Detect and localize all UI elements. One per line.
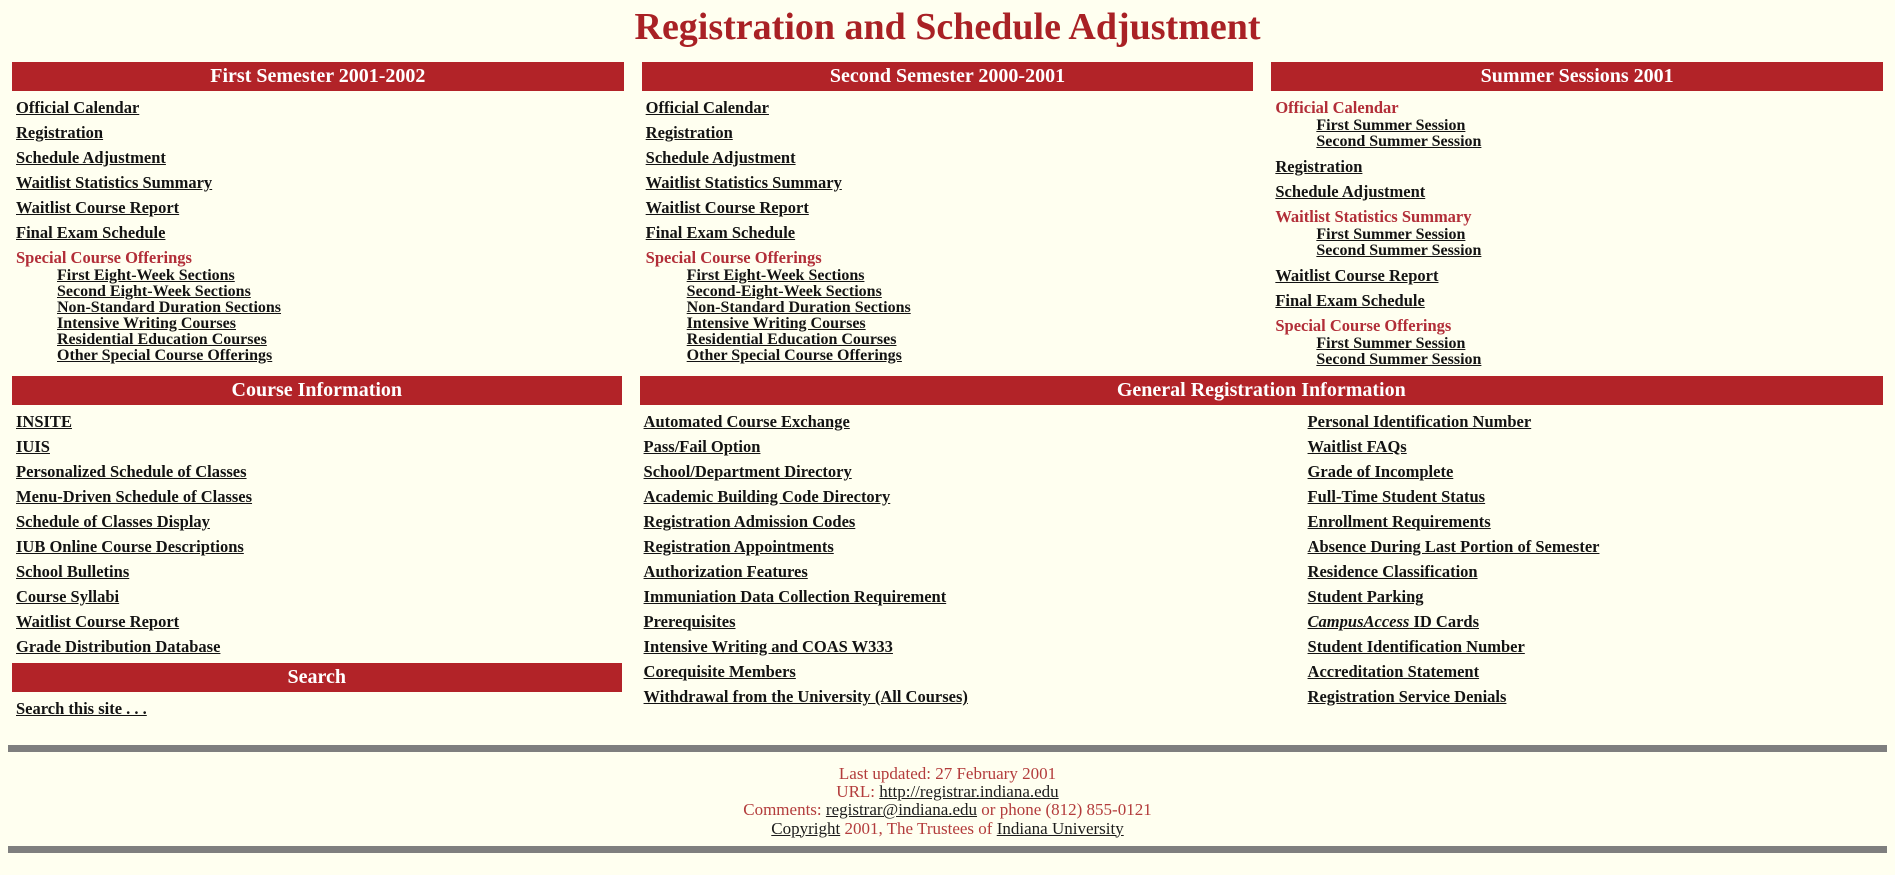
s2-first-eight-week-link[interactable]: First Eight-Week Sections [686,267,865,284]
s2-waitlist-statistics-link[interactable]: Waitlist Statistics Summary [645,173,842,192]
gr-prerequisites-link[interactable]: Prerequisites [643,612,736,631]
su-waitlist-course-report-link[interactable]: Waitlist Course Report [1275,266,1439,285]
s1-other-special-link[interactable]: Other Special Course Offerings [57,347,273,364]
ci-course-syllabi-link[interactable]: Course Syllabi [16,587,120,606]
comments-line [0,801,1895,819]
ci-insite-link[interactable]: INSITE [16,412,72,431]
copyright-text: 2001, The Trustees of [844,818,993,838]
su-special-first-session-link[interactable]: First Summer Session [1316,335,1466,352]
ci-school-bulletins-link[interactable]: School Bulletins [16,562,130,581]
gr-absence-last-portion-link[interactable]: Absence During Last Portion of Semester [1307,537,1600,556]
comments-label: Comments: [743,800,822,820]
section-general-registration [640,376,1883,713]
second-semester-body [642,99,1254,364]
section-first-semester [12,62,624,364]
su-waitlist-second-session-link[interactable]: Second Summer Session [1316,242,1482,259]
s2-official-calendar-link[interactable]: Official Calendar [645,98,769,117]
last-updated-line [0,765,1895,783]
registrar-email-link[interactable]: registrar@indiana.edu [825,800,978,820]
gr-full-time-student-status-link[interactable]: Full-Time Student Status [1307,487,1486,506]
s1-official-calendar-link[interactable]: Official Calendar [16,98,140,117]
su-special-second-session-link[interactable]: Second Summer Session [1316,351,1482,368]
s2-registration-link[interactable]: Registration [645,123,733,142]
gr-campusaccess-id-cards-link[interactable] [1308,612,1479,631]
footer [0,765,1895,838]
s1-schedule-adjustment-link[interactable]: Schedule Adjustment [16,148,166,167]
general-left-column [640,405,1304,713]
s1-final-exam-schedule-link[interactable]: Final Exam Schedule [16,223,166,242]
su-schedule-adjustment-link[interactable]: Schedule Adjustment [1275,182,1426,201]
copyright-link[interactable]: Copyright [771,818,841,838]
gr-intensive-writing-coas-link[interactable]: Intensive Writing and COAS W333 [643,637,893,656]
page-title: Registration and Schedule Adjustment [634,6,1261,48]
ci-iuis-link[interactable]: IUIS [16,437,50,456]
ci-menu-driven-schedule-link[interactable]: Menu-Driven Schedule of Classes [16,487,253,506]
gr-registration-appointments-link[interactable]: Registration Appointments [643,537,834,556]
gr-residence-classification-link[interactable]: Residence Classification [1307,562,1478,581]
search-body [12,700,622,717]
s2-final-exam-schedule-link[interactable]: Final Exam Schedule [645,223,796,242]
ci-personalized-schedule-link[interactable]: Personalized Schedule of Classes [16,462,247,481]
s2-other-special-link[interactable]: Other Special Course Offerings [686,347,902,364]
s2-special-offerings-heading: Special Course Offerings [645,248,822,267]
gr-registration-service-denials-link[interactable]: Registration Service Denials [1307,687,1507,706]
ci-schedule-display-link[interactable]: Schedule of Classes Display [16,512,210,531]
id-cards-text: ID Cards [1409,612,1479,631]
s1-special-offerings-heading: Special Course Offerings [16,248,192,267]
su-special-offerings-heading: Special Course Offerings [1275,316,1452,335]
su-calendar-second-session-link[interactable]: Second Summer Session [1316,133,1482,150]
s1-waitlist-course-report-link[interactable]: Waitlist Course Report [16,198,180,217]
general-right-column [1304,405,1883,713]
s2-second-eight-week-link[interactable]: Second-Eight-Week Sections [686,283,882,300]
ci-online-course-descriptions-link[interactable]: IUB Online Course Descriptions [16,537,244,556]
phone-text: or phone (812) 855-0121 [981,800,1152,820]
second-semester-header: Second Semester 2000-2001 [642,62,1254,91]
s1-special-offerings-list [16,268,624,364]
su-registration-link[interactable]: Registration [1275,157,1363,176]
s1-non-standard-duration-link[interactable]: Non-Standard Duration Sections [57,299,282,316]
s2-special-offerings-list [646,268,1254,364]
s1-registration-link[interactable]: Registration [16,123,104,142]
gr-enrollment-requirements-link[interactable]: Enrollment Requirements [1307,512,1491,531]
su-waitlist-first-session-link[interactable]: First Summer Session [1316,226,1466,243]
gr-accreditation-statement-link[interactable]: Accreditation Statement [1307,662,1480,681]
course-information-body [12,413,622,655]
course-information-header: Course Information [12,376,622,405]
semester-sections-row [0,62,1895,368]
s1-first-eight-week-link[interactable]: First Eight-Week Sections [57,267,235,284]
s1-residential-education-link[interactable]: Residential Education Courses [57,331,267,348]
s2-schedule-adjustment-link[interactable]: Schedule Adjustment [645,148,796,167]
su-special-offerings-list [1275,336,1883,368]
gr-student-identification-number-link[interactable]: Student Identification Number [1307,637,1525,656]
first-semester-header: First Semester 2001-2002 [12,62,624,91]
indiana-university-link[interactable]: Indiana University [996,818,1124,838]
s1-intensive-writing-link[interactable]: Intensive Writing Courses [57,315,236,332]
gr-personal-identification-number-link[interactable]: Personal Identification Number [1307,412,1532,431]
summer-sessions-body [1271,99,1883,368]
campusaccess-italic-text: CampusAccess [1307,612,1410,631]
footer-divider-top [8,745,1887,752]
search-this-site-link[interactable]: Search this site . . . [16,699,147,718]
ci-grade-distribution-link[interactable]: Grade Distribution Database [16,637,221,656]
gr-academic-building-codes-link[interactable]: Academic Building Code Directory [643,487,891,506]
information-sections-row [0,376,1895,725]
gr-student-parking-link[interactable]: Student Parking [1307,587,1424,606]
s2-residential-education-link[interactable]: Residential Education Courses [686,331,897,348]
s2-non-standard-duration-link[interactable]: Non-Standard Duration Sections [686,299,911,316]
gr-waitlist-faqs-link[interactable]: Waitlist FAQs [1307,437,1407,456]
gr-withdrawal-university-link[interactable]: Withdrawal from the University (All Courses) [643,687,968,706]
first-semester-body [12,99,624,364]
su-waitlist-statistics-heading: Waitlist Statistics Summary [1275,207,1472,226]
s1-waitlist-statistics-link[interactable]: Waitlist Statistics Summary [16,173,213,192]
general-registration-header: General Registration Information [640,376,1883,405]
s1-second-eight-week-link[interactable]: Second Eight-Week Sections [57,283,251,300]
gr-corequisite-members-link[interactable]: Corequisite Members [643,662,796,681]
gr-automated-course-exchange-link[interactable]: Automated Course Exchange [643,412,850,431]
gr-grade-of-incomplete-link[interactable]: Grade of Incomplete [1307,462,1454,481]
gr-authorization-features-link[interactable]: Authorization Features [643,562,808,581]
gr-immunization-data-link[interactable]: Immuniation Data Collection Requirement [643,587,947,606]
s2-waitlist-course-report-link[interactable]: Waitlist Course Report [645,198,809,217]
url-line [0,783,1895,801]
su-calendar-first-session-link[interactable]: First Summer Session [1316,117,1466,134]
gr-registration-admission-codes-link[interactable]: Registration Admission Codes [643,512,856,531]
section-summer-sessions [1271,62,1883,368]
footer-divider-bottom [8,846,1887,853]
su-official-calendar-heading: Official Calendar [1275,98,1399,117]
gr-school-department-directory-link[interactable]: School/Department Directory [643,462,852,481]
site-url-link[interactable]: http://registrar.indiana.edu [879,782,1059,802]
s2-intensive-writing-link[interactable]: Intensive Writing Courses [686,315,866,332]
copyright-line [0,820,1895,838]
summer-sessions-header: Summer Sessions 2001 [1271,62,1883,91]
last-updated-text: Last updated: 27 February 2001 [838,764,1057,783]
general-registration-body [640,405,1883,713]
search-header: Search [12,663,622,692]
section-second-semester [642,62,1254,364]
su-final-exam-schedule-link[interactable]: Final Exam Schedule [1275,291,1425,310]
section-course-information [12,376,622,725]
ci-waitlist-course-report-link[interactable]: Waitlist Course Report [16,612,180,631]
gr-pass-fail-option-link[interactable]: Pass/Fail Option [643,437,761,456]
su-waitlist-statistics-list [1275,227,1883,259]
su-official-calendar-list [1275,118,1883,150]
url-label: URL: [836,782,876,802]
